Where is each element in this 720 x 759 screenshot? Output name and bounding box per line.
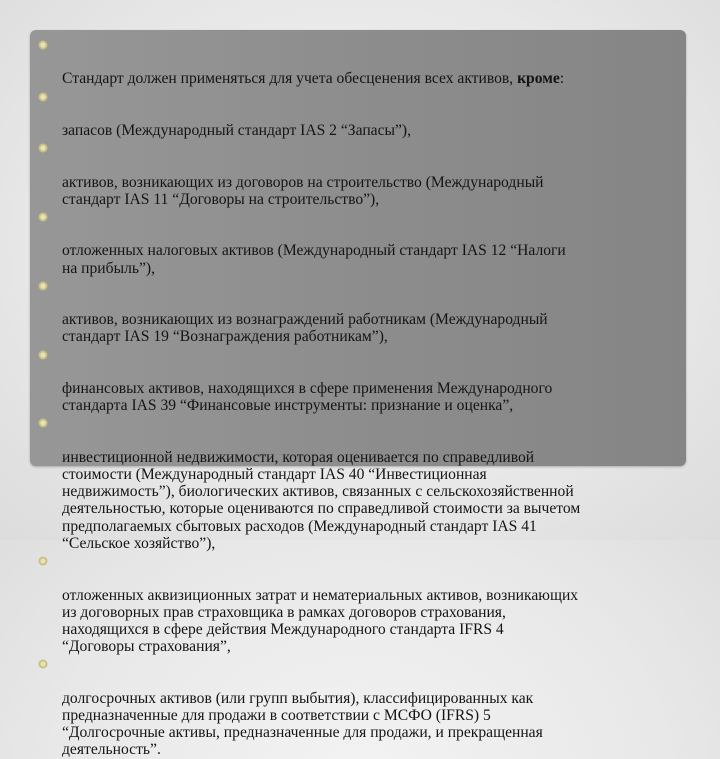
list-item-text: инвестиционной недвижимости, которая оценивается по справедливой стоимости (Международный стандарт IAS 40 “Инвестиционная недвижимость”), биологических активов, связанных с сельскохозяйственной деятельностью, которые оцениваются по справедливой стоимости за вычетом предполагаемых сбытовых расходов (Международный стандарт IAS 41 “Сельское хозяйство”), [62,448,581,552]
list-item [38,139,698,208]
circle-bullet-icon [38,556,48,566]
circle-bullet-icon [38,212,48,222]
list-item-text: запасов (Международный стандарт IAS 2 “Запасы”), [62,122,412,140]
circle-bullet-icon [38,350,48,360]
list-item [38,346,698,415]
list-item-text: долгосрочных активов (или групп выбытия), классифицированных как предназначенные для продажи в соответствии с МСФО (IFRS) 5 “Долгосрочные активы, предназначенные для продажи, и прекращенная деятельность”. [62,689,543,759]
list-item [38,414,698,552]
list-item [38,655,698,758]
circle-bullet-icon [38,659,48,669]
list-item-emphasis: кроме [517,70,560,88]
list-item [38,88,698,140]
bullet-list [38,36,698,759]
list-item [38,208,698,277]
list-item-text: Стандарт должен применяться для учета обесценения всех активов, [62,70,518,88]
circle-bullet-icon [38,281,48,291]
list-item-text: активов, возникающих из вознаграждений работникам (Международный стандарт IAS 19 “Вознаграждения работникам”), [62,311,548,346]
slide-content [38,36,698,759]
circle-bullet-icon [38,418,48,428]
list-item [38,36,698,88]
circle-bullet-icon [38,143,48,153]
list-item-text: отложенных налоговых активов (Международный стандарт IAS 12 “Налоги на прибыль”), [62,242,566,277]
circle-bullet-icon [38,92,48,102]
list-item-text: финансовых активов, находящихся в сфере применения Международного стандарта IAS 39 “Финансовые инструменты: признание и оценка”, [62,380,553,415]
list-item-text: отложенных аквизиционных затрат и нематериальных активов, возникающих из договорных прав страховщика в рамках договоров страхования, находящихся в сфере действия Международного стандарта IFRS 4 “Договоры страхования”, [62,586,579,656]
circle-bullet-icon [38,40,48,50]
list-item-text: активов, возникающих из договоров на строительство (Международный стандарт IAS 11 “Договоры на строительство”), [62,173,544,208]
list-item [38,552,698,655]
list-item-text-tail: : [559,70,565,88]
list-item [38,277,698,346]
